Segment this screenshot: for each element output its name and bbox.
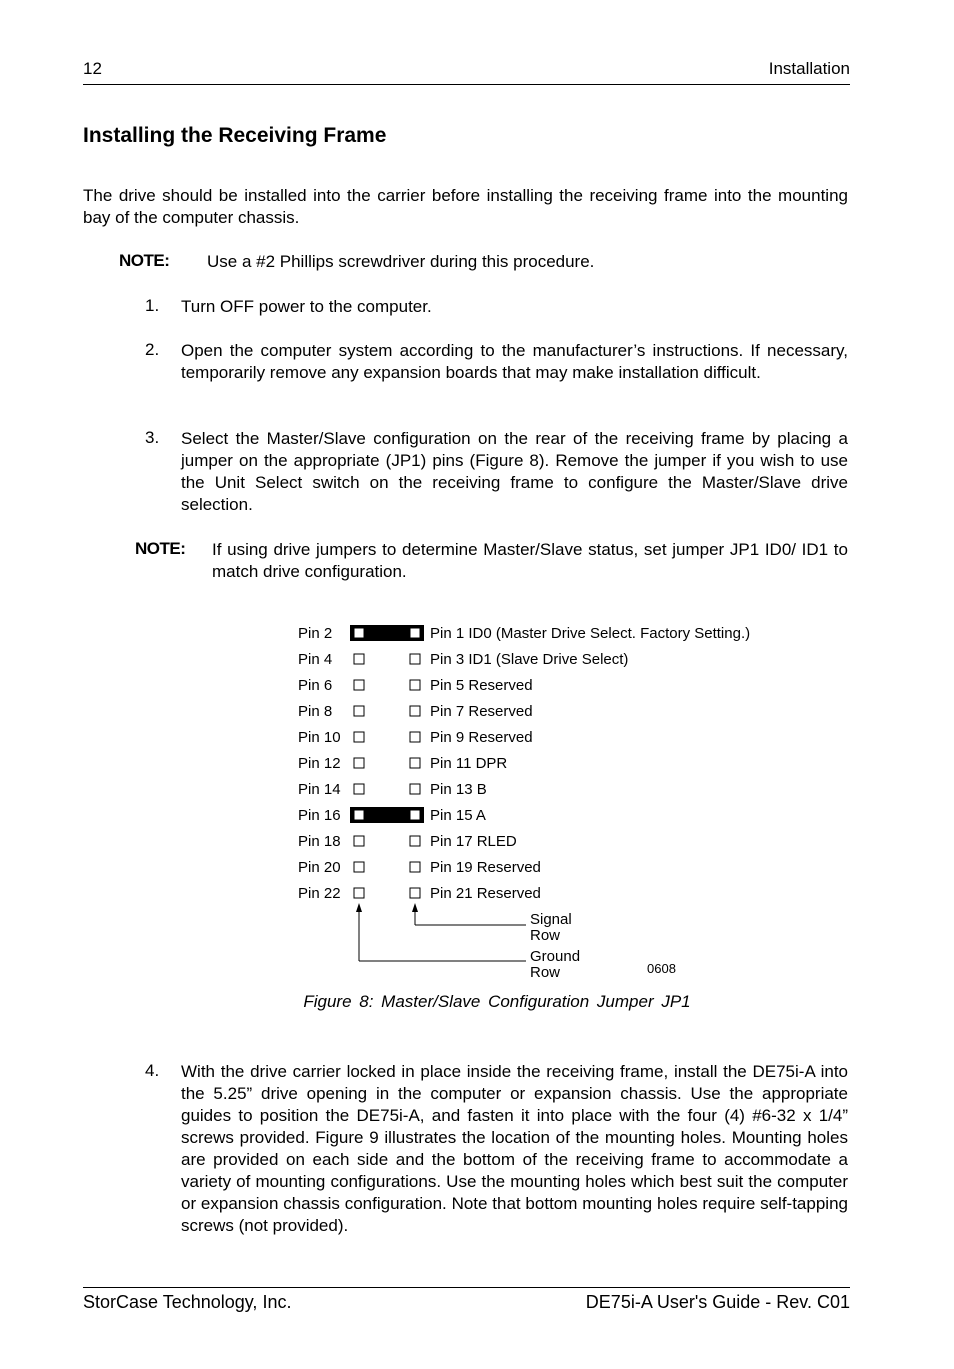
signal-pin <box>410 654 420 664</box>
signal-pin <box>410 836 420 846</box>
pin-label-left: Pin 6 <box>298 677 333 694</box>
pin-label-right: Pin 15 A <box>430 807 486 824</box>
signal-pin <box>410 888 420 898</box>
ground-pin <box>354 862 364 872</box>
ground-pin <box>354 654 364 664</box>
jumper-diagram <box>290 615 770 985</box>
note-text: Use a #2 Phillips screwdriver during this procedure. <box>207 252 595 271</box>
step-number: 4. <box>145 1061 160 1080</box>
pin-label-right: Pin 7 Reserved <box>430 703 533 720</box>
ground-pin <box>354 836 364 846</box>
footer-rule <box>83 1287 850 1288</box>
section-title: Installing the Receiving Frame <box>83 124 387 147</box>
page-number: 12 <box>83 59 102 78</box>
pin-label-right: Pin 1 ID0 (Master Drive Select. Factory Setting.) <box>430 625 751 642</box>
pin-label-right: Pin 3 ID1 (Slave Drive Select) <box>430 651 629 668</box>
pin-label-left: Pin 2 <box>298 625 333 642</box>
note-label: NOTE: <box>119 251 170 270</box>
pin-label-left: Pin 8 <box>298 703 333 720</box>
step-text: With the drive carrier locked in place inside the receiving frame, install the DE75i-A into the 5.25” drive opening in the computer or expansion chassis. Use the appropriate guides to position the DE75i-A, and fasten it into place with the four (4) #6-32 x 1/4” screws provided. Figure 9 illustrates the location of the mounting holes. Mounting holes are provided on each side and the bottom of the receiving frame to accommodate a variety of mounting configurations. Use the mounting holes which best suit the computer or expansion chassis configuration. Note that bottom mounting holes require self-tapping screws (not provided). <box>181 1062 848 1235</box>
pin-label-right: Pin 11 DPR <box>430 755 508 772</box>
note-text: If using drive jumpers to determine Master/Slave status, set jumper JP1 ID0/ ID1 to match drive configuration. <box>212 540 848 581</box>
ground-pin <box>354 758 364 768</box>
step-text: Open the computer system according to the manufacturer’s instructions. If necessary, temporarily remove any expansion boards that may make installation difficult. <box>181 341 848 382</box>
pin-label-left: Pin 20 <box>298 859 341 876</box>
signal-arrowhead-icon <box>412 903 418 912</box>
signal-pin <box>410 706 420 716</box>
signal-pin <box>410 680 420 690</box>
ground-pin <box>354 888 364 898</box>
pin-label-right: Pin 17 RLED <box>430 833 517 850</box>
running-header: Installation <box>768 59 850 78</box>
pin-label-right: Pin 13 B <box>430 781 487 798</box>
footer-document: DE75i-A User's Guide - Rev. C01 <box>585 1292 850 1312</box>
ground-pin <box>354 680 364 690</box>
intro-paragraph: The drive should be installed into the carrier before installing the receiving frame into the mounting bay of the computer chassis. <box>83 186 848 227</box>
figure-caption: Figure 8: Master/Slave Configuration Jumper JP1 <box>303 992 691 1011</box>
ground-pin <box>354 810 364 820</box>
pin-label-right: Pin 9 Reserved <box>430 729 533 746</box>
header-rule <box>83 84 850 85</box>
ground-pin <box>354 732 364 742</box>
ground-pin <box>354 628 364 638</box>
signal-label: Signal <box>530 911 572 928</box>
ground-pin <box>354 706 364 716</box>
signal-pin <box>410 784 420 794</box>
ground-label: Row <box>530 964 561 981</box>
figure-code: 0608 <box>647 961 676 976</box>
pin-label-left: Pin 18 <box>298 833 341 850</box>
step-number: 3. <box>145 428 160 447</box>
pin-label-left: Pin 4 <box>298 651 333 668</box>
pin-label-right: Pin 5 Reserved <box>430 677 533 694</box>
ground-label: Ground <box>530 948 581 965</box>
ground-arrowhead-icon <box>356 903 362 912</box>
pin-label-left: Pin 12 <box>298 755 341 772</box>
signal-pin <box>410 758 420 768</box>
signal-pin <box>410 732 420 742</box>
ground-pin <box>354 784 364 794</box>
step-text: Turn OFF power to the computer. <box>181 297 432 316</box>
pin-label-left: Pin 22 <box>298 885 341 902</box>
signal-label: Row <box>530 927 561 944</box>
footer-company: StorCase Technology, Inc. <box>83 1292 292 1312</box>
signal-pin <box>410 810 420 820</box>
signal-pin <box>410 862 420 872</box>
pin-label-right: Pin 19 Reserved <box>430 859 541 876</box>
step-number: 2. <box>145 340 160 359</box>
note-label: NOTE: <box>135 539 186 558</box>
pin-label-left: Pin 16 <box>298 807 341 824</box>
pin-label-left: Pin 14 <box>298 781 341 798</box>
pin-label-left: Pin 10 <box>298 729 341 746</box>
step-text: Select the Master/Slave configuration on the rear of the receiving frame by placing a jumper on the appropriate (JP1) pins (Figure 8). Remove the jumper if you wish to use the Unit Select switch on the receiving frame to configure the Master/Slave drive selection. <box>181 429 848 514</box>
signal-pin <box>410 628 420 638</box>
pin-label-right: Pin 21 Reserved <box>430 885 541 902</box>
step-number: 1. <box>145 296 160 315</box>
